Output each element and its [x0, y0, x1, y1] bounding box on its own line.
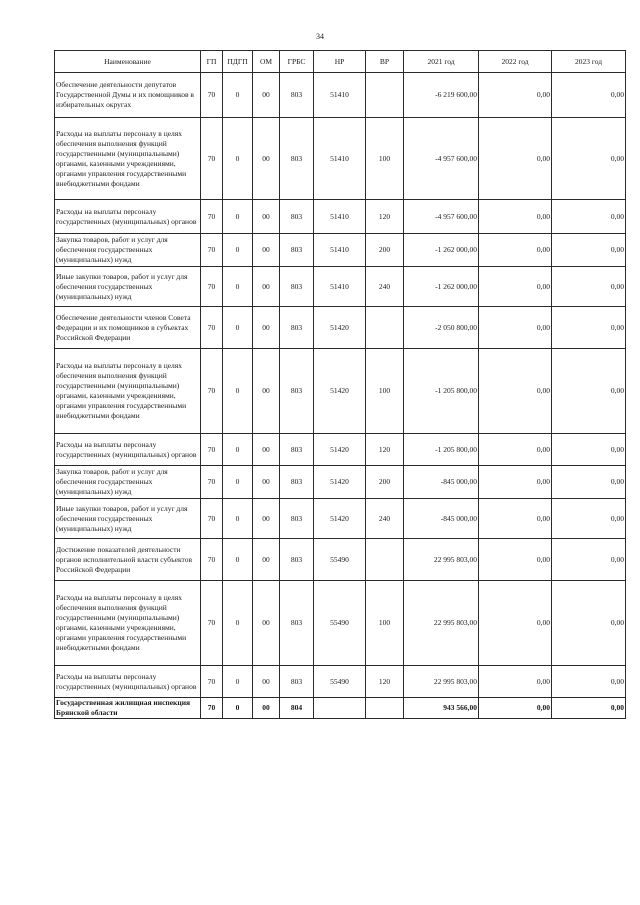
cell-vr: 200: [366, 234, 404, 267]
page-number: 34: [316, 32, 324, 41]
cell-2021: -2 050 800,00: [404, 307, 479, 349]
cell-pdgp: 0: [223, 666, 253, 698]
cell-2022: 0,00: [479, 434, 552, 466]
cell-2022: 0,00: [479, 499, 552, 539]
cell-2023: 0,00: [552, 267, 626, 307]
table-row: [55, 539, 626, 581]
cell-om: 00: [253, 539, 280, 581]
cell-2022: 0,00: [479, 267, 552, 307]
cell-grbs: 803: [280, 539, 314, 581]
cell-vr: 100: [366, 349, 404, 434]
cell-2021: 22 995 803,00: [404, 539, 479, 581]
cell-2021: -1 205 800,00: [404, 349, 479, 434]
table-row: [55, 234, 626, 267]
cell-2022: 0,00: [479, 307, 552, 349]
cell-gp: 70: [201, 267, 223, 307]
cell-2023: 0,00: [552, 307, 626, 349]
table-row: [55, 434, 626, 466]
cell-2023: 0,00: [552, 466, 626, 499]
cell-gp: 70: [201, 539, 223, 581]
cell-om: 00: [253, 200, 280, 234]
cell-gp: 70: [201, 234, 223, 267]
cell-om: 00: [253, 666, 280, 698]
cell-2023: 0,00: [552, 118, 626, 200]
cell-om: 00: [253, 349, 280, 434]
cell-om: 00: [253, 234, 280, 267]
cell-2022: 0,00: [479, 698, 552, 719]
cell-2022: 0,00: [479, 234, 552, 267]
cell-2023: 0,00: [552, 234, 626, 267]
cell-name: Расходы на выплаты персоналу государственных (муниципальных) органов: [55, 666, 201, 698]
cell-2023: 0,00: [552, 698, 626, 719]
header-nr: НР: [314, 51, 366, 73]
cell-pdgp: 0: [223, 200, 253, 234]
cell-pdgp: 0: [223, 349, 253, 434]
cell-2022: 0,00: [479, 200, 552, 234]
cell-vr: 240: [366, 499, 404, 539]
table-row: [55, 118, 626, 200]
cell-name: Иные закупки товаров, работ и услуг для обеспечения государственных (муниципальных) нужд: [55, 499, 201, 539]
table-row: [55, 581, 626, 666]
cell-2022: 0,00: [479, 666, 552, 698]
cell-grbs: 804: [280, 698, 314, 719]
cell-vr: 120: [366, 200, 404, 234]
cell-2021: -1 262 000,00: [404, 234, 479, 267]
cell-pdgp: 0: [223, 267, 253, 307]
cell-2023: 0,00: [552, 200, 626, 234]
cell-2022: 0,00: [479, 73, 552, 118]
cell-nr: 55490: [314, 539, 366, 581]
cell-gp: 70: [201, 349, 223, 434]
header-vr: ВР: [366, 51, 404, 73]
cell-2021: 943 566,00: [404, 698, 479, 719]
cell-name: Расходы на выплаты персоналу в целях обеспечения выполнения функций государственными (муниципальными) органами, казенными учреждениями, органами управления государственными внебюджетными фондами: [55, 581, 201, 666]
cell-2021: -1 262 000,00: [404, 267, 479, 307]
cell-gp: 70: [201, 200, 223, 234]
cell-vr: [366, 539, 404, 581]
cell-grbs: 803: [280, 581, 314, 666]
cell-grbs: 803: [280, 434, 314, 466]
cell-name: Закупка товаров, работ и услуг для обеспечения государственных (муниципальных) нужд: [55, 466, 201, 499]
cell-grbs: 803: [280, 499, 314, 539]
cell-om: 00: [253, 267, 280, 307]
cell-om: 00: [253, 499, 280, 539]
cell-pdgp: 0: [223, 698, 253, 719]
cell-nr: [314, 698, 366, 719]
cell-pdgp: 0: [223, 581, 253, 666]
cell-nr: 51410: [314, 234, 366, 267]
cell-om: 00: [253, 434, 280, 466]
table-row: [55, 200, 626, 234]
header-gp: ГП: [201, 51, 223, 73]
cell-name: Расходы на выплаты персоналу в целях обеспечения выполнения функций государственными (муниципальными) органами, казенными учреждениями, органами управления государственными внебюджетными фондами: [55, 349, 201, 434]
cell-vr: 240: [366, 267, 404, 307]
cell-name: Расходы на выплаты персоналу государственных (муниципальных) органов: [55, 434, 201, 466]
cell-name: Государственная жилищная инспекция Брянской области: [55, 698, 201, 719]
cell-2021: -4 957 600,00: [404, 200, 479, 234]
budget-table: [54, 50, 626, 719]
cell-2023: 0,00: [552, 434, 626, 466]
table-row: [55, 267, 626, 307]
cell-name: Обеспечение деятельности членов Совета Федерации и их помощников в субъектах Российской Федерации: [55, 307, 201, 349]
cell-2021: 22 995 803,00: [404, 581, 479, 666]
cell-2022: 0,00: [479, 349, 552, 434]
cell-om: 00: [253, 466, 280, 499]
cell-pdgp: 0: [223, 466, 253, 499]
header-2021: 2021 год: [404, 51, 479, 73]
cell-om: 00: [253, 307, 280, 349]
cell-vr: [366, 307, 404, 349]
cell-name: Достижение показателей деятельности органов исполнительной власти субъектов Российской Федерации: [55, 539, 201, 581]
cell-nr: 51410: [314, 200, 366, 234]
header-grbs: ГРБС: [280, 51, 314, 73]
cell-pdgp: 0: [223, 434, 253, 466]
cell-vr: 100: [366, 118, 404, 200]
cell-nr: 51420: [314, 499, 366, 539]
cell-grbs: 803: [280, 267, 314, 307]
cell-vr: 200: [366, 466, 404, 499]
cell-nr: 51410: [314, 118, 366, 200]
table-row: [55, 466, 626, 499]
table-row: [55, 698, 626, 719]
cell-2021: 22 995 803,00: [404, 666, 479, 698]
cell-pdgp: 0: [223, 307, 253, 349]
cell-om: 00: [253, 73, 280, 118]
table-row: [55, 73, 626, 118]
cell-gp: 70: [201, 307, 223, 349]
cell-2023: 0,00: [552, 581, 626, 666]
cell-grbs: 803: [280, 349, 314, 434]
cell-grbs: 803: [280, 307, 314, 349]
cell-2023: 0,00: [552, 539, 626, 581]
cell-grbs: 803: [280, 234, 314, 267]
cell-name: Иные закупки товаров, работ и услуг для обеспечения государственных (муниципальных) нужд: [55, 267, 201, 307]
cell-name: Расходы на выплаты персоналу в целях обеспечения выполнения функций государственными (муниципальными) органами, казенными учреждениями, органами управления государственными внебюджетными фондами: [55, 118, 201, 200]
cell-2021: -4 957 600,00: [404, 118, 479, 200]
cell-nr: 51420: [314, 307, 366, 349]
cell-grbs: 803: [280, 200, 314, 234]
cell-nr: 51420: [314, 466, 366, 499]
table-row: [55, 499, 626, 539]
cell-2022: 0,00: [479, 466, 552, 499]
cell-pdgp: 0: [223, 73, 253, 118]
cell-2021: -6 219 600,00: [404, 73, 479, 118]
header-name: Наименование: [55, 51, 201, 73]
table-row: [55, 307, 626, 349]
cell-pdgp: 0: [223, 234, 253, 267]
cell-nr: 51420: [314, 434, 366, 466]
cell-2022: 0,00: [479, 118, 552, 200]
cell-om: 00: [253, 698, 280, 719]
cell-gp: 70: [201, 581, 223, 666]
cell-grbs: 803: [280, 466, 314, 499]
cell-2021: -845 000,00: [404, 466, 479, 499]
cell-nr: 51410: [314, 267, 366, 307]
cell-om: 00: [253, 118, 280, 200]
cell-2023: 0,00: [552, 666, 626, 698]
cell-vr: 120: [366, 434, 404, 466]
cell-name: Обеспечение деятельности депутатов Государственной Думы и их помощников в избирательных округах: [55, 73, 201, 118]
cell-2022: 0,00: [479, 581, 552, 666]
cell-grbs: 803: [280, 118, 314, 200]
cell-gp: 70: [201, 118, 223, 200]
cell-name: Расходы на выплаты персоналу государственных (муниципальных) органов: [55, 200, 201, 234]
cell-gp: 70: [201, 499, 223, 539]
cell-nr: 55490: [314, 581, 366, 666]
cell-gp: 70: [201, 666, 223, 698]
cell-pdgp: 0: [223, 118, 253, 200]
cell-2023: 0,00: [552, 349, 626, 434]
cell-vr: 100: [366, 581, 404, 666]
cell-gp: 70: [201, 466, 223, 499]
cell-vr: [366, 698, 404, 719]
cell-gp: 70: [201, 73, 223, 118]
cell-vr: 120: [366, 666, 404, 698]
cell-nr: 51420: [314, 349, 366, 434]
cell-grbs: 803: [280, 666, 314, 698]
cell-2023: 0,00: [552, 73, 626, 118]
cell-om: 00: [253, 581, 280, 666]
cell-gp: 70: [201, 698, 223, 719]
header-2023: 2023 год: [552, 51, 626, 73]
cell-2022: 0,00: [479, 539, 552, 581]
table-row: [55, 349, 626, 434]
header-2022: 2022 год: [479, 51, 552, 73]
cell-nr: 55490: [314, 666, 366, 698]
table-header-row: [55, 51, 626, 73]
cell-vr: [366, 73, 404, 118]
cell-2023: 0,00: [552, 499, 626, 539]
header-om: ОМ: [253, 51, 280, 73]
cell-pdgp: 0: [223, 539, 253, 581]
table-body: [55, 73, 626, 719]
cell-pdgp: 0: [223, 499, 253, 539]
cell-nr: 51410: [314, 73, 366, 118]
cell-grbs: 803: [280, 73, 314, 118]
cell-gp: 70: [201, 434, 223, 466]
cell-name: Закупка товаров, работ и услуг для обеспечения государственных (муниципальных) нужд: [55, 234, 201, 267]
table-row: [55, 666, 626, 698]
header-pdgp: ПДГП: [223, 51, 253, 73]
cell-2021: -1 205 800,00: [404, 434, 479, 466]
cell-2021: -845 000,00: [404, 499, 479, 539]
